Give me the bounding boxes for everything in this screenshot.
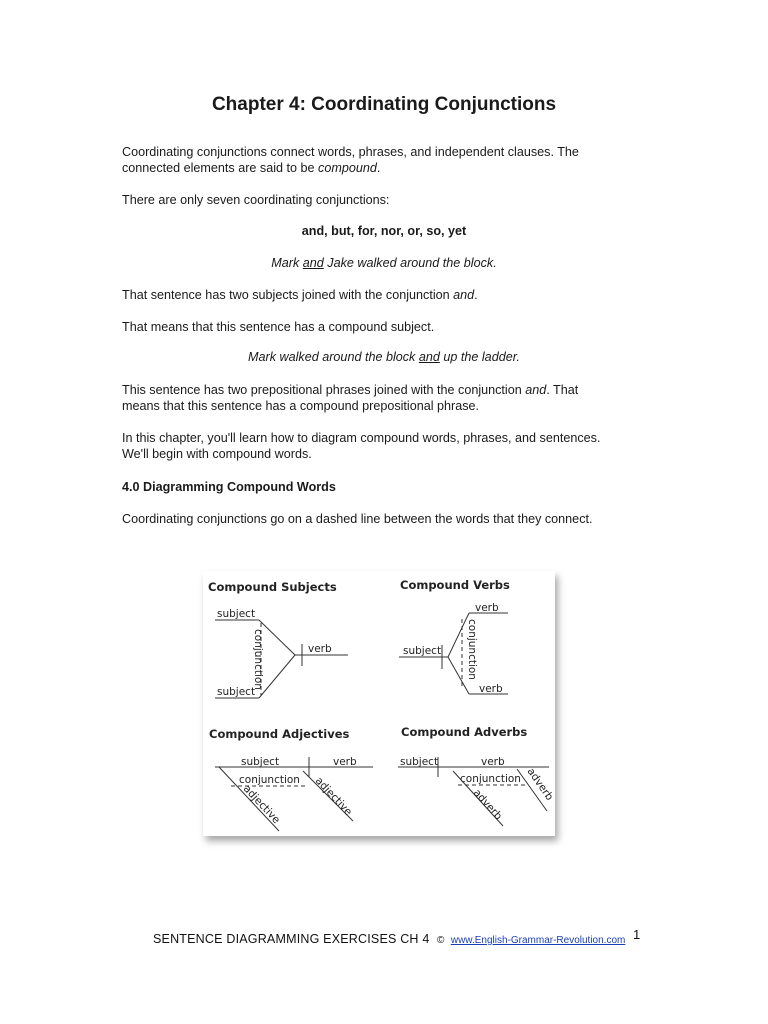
example-sentence-2: Mark walked around the block and up the ladder. (248, 350, 520, 364)
cs-subject-top: subject (217, 608, 256, 620)
cad-adverb-right: adverb (524, 765, 555, 803)
cv-verb-bottom: verb (479, 683, 503, 695)
cv-verb-top: verb (475, 602, 499, 614)
ca-subject: subject (241, 756, 280, 768)
copyright-symbol: © (436, 935, 445, 946)
intro-paragraph (122, 145, 642, 176)
only-seven-text: There are only seven coordinating conjunctions: (122, 193, 390, 207)
page-footer (153, 932, 625, 946)
explanation-2: That means that this sentence has a compound subject. (122, 320, 435, 334)
page-title: Chapter 4: Coordinating Conjunctions (211, 94, 557, 115)
footer-title: SENTENCE DIAGRAMMING EXERCISES CH 4 (153, 932, 430, 946)
cad-adverb-left: adverb (470, 786, 505, 823)
compound-adjectives-title: Compound Adjectives (209, 727, 350, 741)
cad-subject: subject (400, 756, 439, 768)
ca-conjunction: conjunction (239, 774, 300, 786)
compound-adverbs-title: Compound Adverbs (401, 725, 528, 739)
diagram-figure (203, 571, 555, 836)
intro-line-2: connected elements are said to be compound. (122, 160, 381, 175)
cad-conjunction: conjunction (460, 773, 521, 785)
cv-lower-branch (448, 657, 469, 694)
ca-adjective-left: adjective (240, 782, 283, 827)
cs-verb: verb (308, 643, 332, 655)
underlined-conjunction: and (418, 350, 440, 364)
cad-verb: verb (481, 756, 505, 768)
website-link[interactable]: www.English-Grammar-Revolution.com (450, 935, 626, 946)
compound-subjects-title: Compound Subjects (208, 580, 337, 594)
chapter-intro: In this chapter, you'll learn how to diagram compound words, phrases, and sentences. We'll begin with compound words. (122, 431, 601, 461)
intro-line-1: Coordinating conjunctions connect words, phrases, and independent clauses. The (122, 145, 579, 159)
ca-verb: verb (333, 756, 357, 768)
conjunction-list: and, but, for, nor, or, so, yet (301, 224, 467, 238)
cs-subject-bottom: subject (217, 686, 256, 698)
compound-adjectives-diagram (209, 727, 373, 831)
cv-upper-branch (448, 613, 469, 657)
section-text: Coordinating conjunctions go on a dashed line between the words that they connect. (122, 512, 593, 526)
compound-term: compound (318, 160, 377, 175)
page-number: 1 (633, 927, 641, 942)
cv-subject: subject (403, 645, 442, 657)
compound-verbs-diagram (399, 578, 510, 695)
cv-conjunction-label: conjunction (466, 619, 478, 680)
compound-verbs-title: Compound Verbs (400, 578, 510, 592)
diagram-svg (203, 571, 555, 836)
ca-adjective-right: adjective (312, 774, 355, 819)
compound-adverbs-diagram (398, 725, 555, 826)
explanation-3: This sentence has two prepositional phrases joined with the conjunction and. That means that this sentence has a compound prepositional phrase. (122, 383, 579, 413)
compound-subjects-diagram (208, 580, 348, 698)
underlined-conjunction: and (302, 256, 324, 270)
example-sentence-1: Mark and Jake walked around the block. (271, 256, 497, 270)
explanation-1: That sentence has two subjects joined with the conjunction and. (122, 288, 478, 302)
cs-conjunction-label: conjunction (252, 629, 264, 690)
section-heading: 4.0 Diagramming Compound Words (122, 480, 336, 494)
